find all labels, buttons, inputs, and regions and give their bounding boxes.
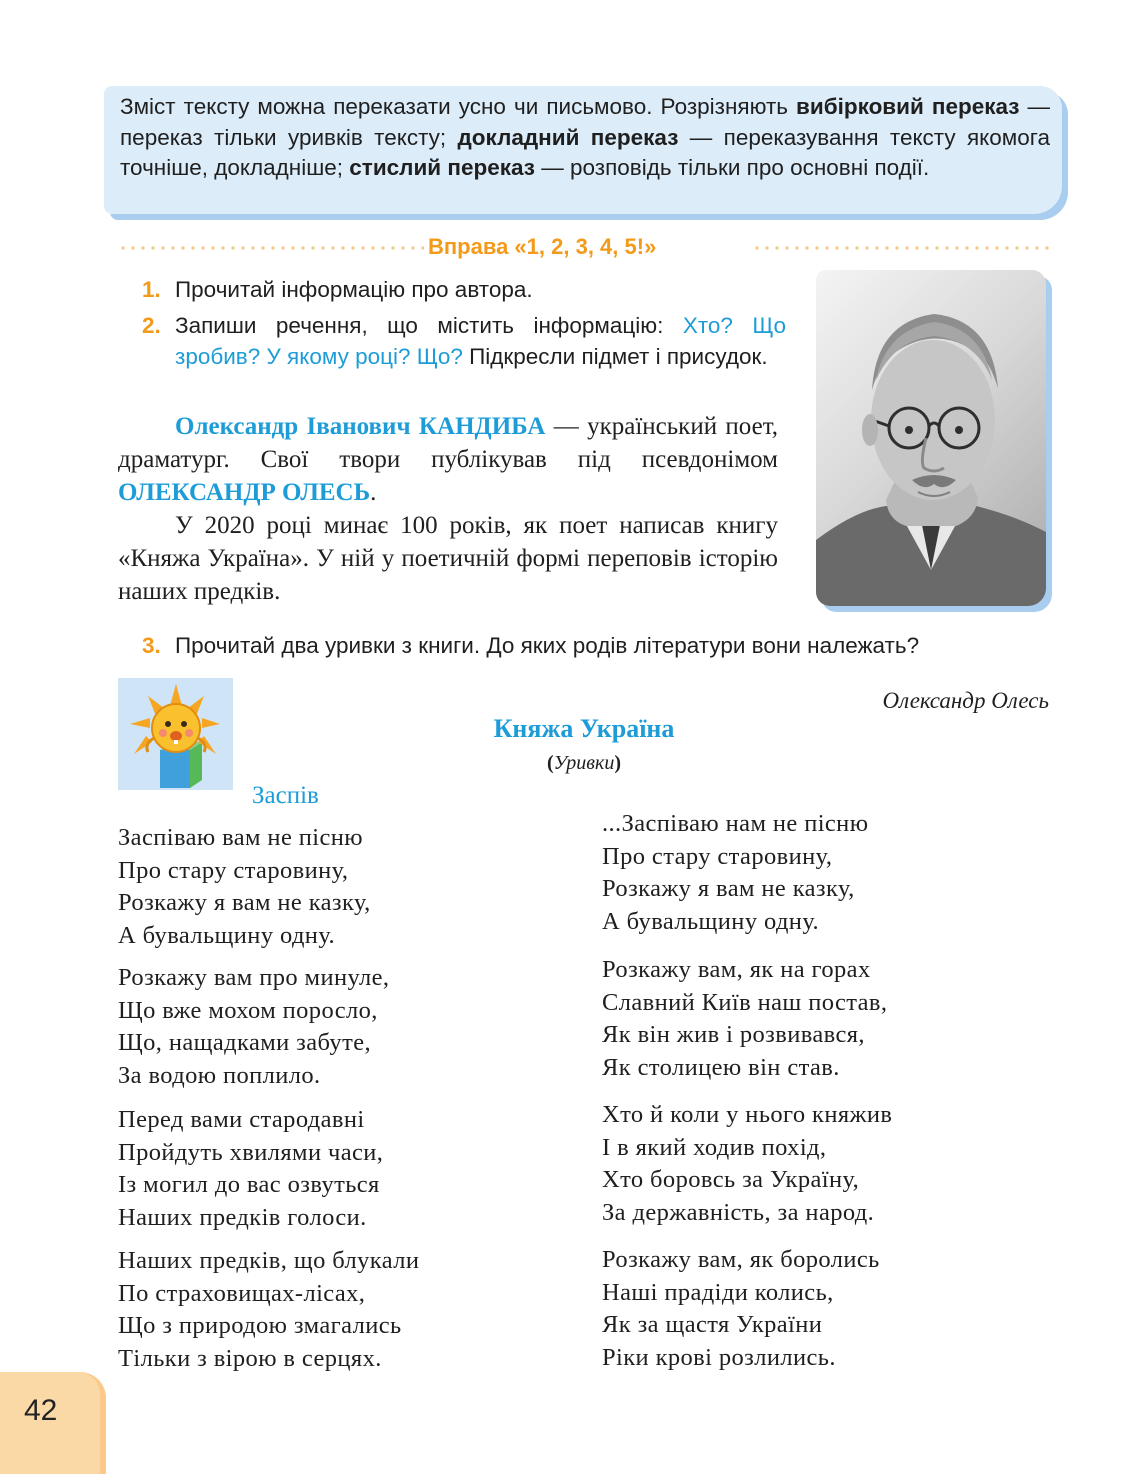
poem-line: Наших предків, що блукали xyxy=(118,1247,420,1274)
poem-line: Із могил до вас озвуться xyxy=(118,1171,380,1198)
task-text: Прочитай два уривки з книги. До яких родів літератури вони належать? xyxy=(175,633,920,658)
term-brief-retelling: стислий переказ xyxy=(349,155,535,180)
poem-line: Розкажу вам про минуле, xyxy=(118,964,390,991)
poem-author: Олександр Олесь xyxy=(882,688,1049,713)
poem-line: Хто й коли у нього княжив xyxy=(602,1101,893,1128)
poem-line: Як він жив і розвивався, xyxy=(602,1021,865,1048)
poem-line: Що вже мохом поросло, xyxy=(118,996,378,1024)
bio-text: — український поет, драматург. Свої твори публікував під псевдонімом xyxy=(118,413,779,473)
task-1 xyxy=(142,274,533,305)
exercise-title: Вправа «1, 2, 3, 4, 5!» xyxy=(428,234,657,259)
poem-line: Розкажу вам, як боролись xyxy=(602,1246,880,1273)
stanza-right-2 xyxy=(602,954,887,1084)
info-text-part: Зміст тексту можна переказати усно чи письмово. Розрізняють xyxy=(120,94,797,119)
sun-mascot-illustration xyxy=(118,678,233,790)
bio-paragraph-2: У 2020 році минає 100 років, як поет написав книгу «Княжа Україна». У ній у поетичній формі переповів історію наших предків. xyxy=(118,512,778,605)
bio-text: . xyxy=(370,479,377,506)
portrait-drawing xyxy=(816,270,1046,606)
task-text: Прочитай інформацію про автора. xyxy=(175,277,533,302)
paren-open: ( xyxy=(546,752,554,774)
task-questions: Хто? Що зробив? У якому році? Що? xyxy=(175,313,786,369)
page-number: 42 xyxy=(24,1394,58,1427)
info-text xyxy=(120,92,1050,184)
poem-line: Як столицею він став. xyxy=(602,1053,840,1081)
sun-mascot-icon xyxy=(118,678,233,790)
task-2-number xyxy=(142,310,175,341)
poem-line: Розкажу я вам не казку, xyxy=(602,875,855,902)
stanza-left-2 xyxy=(118,962,389,1092)
stanza-left-1 xyxy=(118,822,371,952)
poem-line: Наших предків голоси. xyxy=(118,1203,367,1231)
poem-line: Заспіваю вам не пісню xyxy=(118,824,363,851)
poem-line: Тільки з вірою в серцях. xyxy=(118,1344,382,1372)
info-text-part: — переказ тільки уривків тексту; xyxy=(120,94,1050,150)
stanza-right-4 xyxy=(602,1244,880,1374)
task-text: Підкресли підмет і присудок. xyxy=(462,344,768,369)
author-pseudonym: ОЛЕКСАНДР ОЛЕСЬ xyxy=(118,479,371,506)
poem-line: ...Заспіваю нам не пісню xyxy=(602,810,869,837)
poem-subtitle xyxy=(384,752,784,775)
task-number: 1. xyxy=(142,277,161,302)
stanza-right-3 xyxy=(602,1099,892,1229)
paren-close: ) xyxy=(614,752,622,774)
bio-paragraph-1 xyxy=(118,410,778,509)
poem-line: Що з природою змагались xyxy=(118,1312,402,1339)
task-3 xyxy=(142,630,919,661)
poem-title: Княжа Україна xyxy=(493,714,675,743)
task-2-text xyxy=(175,310,786,372)
author-name: Олександр Іванович КАНДИБА xyxy=(175,413,546,440)
task-number: 2. xyxy=(142,313,161,338)
info-text-part: — переказування тексту якомога точніше, докладніше; xyxy=(120,124,1050,180)
task-number: 3. xyxy=(142,633,161,658)
poem-line: А бувальщину одну. xyxy=(118,921,336,949)
poem-line: Розкажу вам, як на горах xyxy=(602,956,871,983)
poem-line: Про стару старовину, xyxy=(602,842,833,870)
poem-line: Перед вами стародавні xyxy=(118,1106,365,1133)
poem-line: Наші прадіди колись, xyxy=(602,1278,834,1306)
task-text: Запиши речення, що містить інформацію: xyxy=(175,313,683,338)
poem-line: А бувальщину одну. xyxy=(602,907,820,935)
dotted-divider-right xyxy=(752,246,1050,250)
poem-line: Ріки крові розлились. xyxy=(602,1343,836,1371)
poem-line: Про стару старовину, xyxy=(118,856,349,884)
term-selective-retelling: вибірковий переказ xyxy=(796,94,1020,119)
poem-subtitle-text: Уривки xyxy=(553,752,615,774)
poem-line: За водою поплило. xyxy=(118,1061,321,1089)
info-text-part: — розповідь тільки про основні події. xyxy=(534,155,930,180)
poem-line: Розкажу я вам не казку, xyxy=(118,889,371,916)
stanza-left-3 xyxy=(118,1104,383,1234)
poem-line: І в який ходив похід, xyxy=(602,1133,827,1161)
author-portrait xyxy=(816,270,1046,606)
poem-line: По страховищах-лісах, xyxy=(118,1279,366,1307)
poem-line: Що, нащадками забуте, xyxy=(118,1029,371,1056)
poem-line: За державність, за народ. xyxy=(602,1198,875,1226)
dotted-divider-left xyxy=(118,246,424,250)
poem-line: Славний Київ наш постав, xyxy=(602,988,888,1016)
poem-section-title: Заспів xyxy=(252,782,319,809)
author-bio xyxy=(118,410,778,608)
poem-line: Як за щастя України xyxy=(602,1311,823,1338)
term-detailed-retelling: докладний переказ xyxy=(457,124,679,150)
poem-line: Пройдуть хвилями часи, xyxy=(118,1138,384,1166)
poem-line: Хто боровсь за Україну, xyxy=(602,1166,860,1193)
stanza-right-1 xyxy=(602,808,868,938)
stanza-left-4 xyxy=(118,1245,419,1375)
